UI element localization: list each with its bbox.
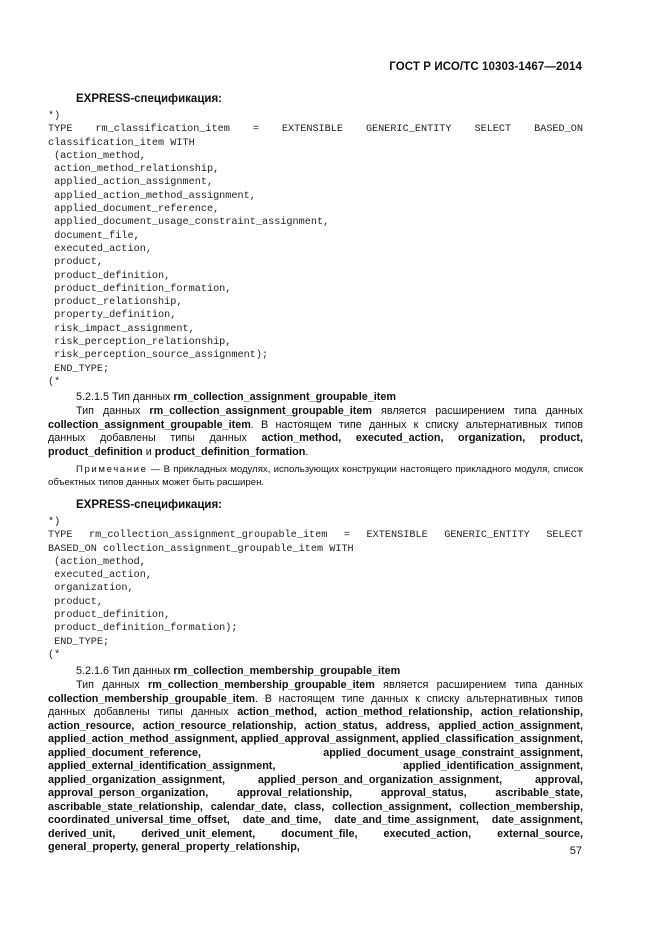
code-line: product_definition, — [48, 610, 171, 622]
code-line: risk_perception_source_assignment); — [48, 350, 269, 362]
code-line: (action_method, — [48, 556, 146, 568]
code-line: BASED_ON collection_assignment_groupable_item WITH — [48, 543, 354, 555]
code-line: organization, — [48, 583, 134, 595]
base-type-name: collection_membership_groupable_item — [48, 692, 255, 705]
code-line: applied_document_usage_constraint_assignment, — [48, 217, 330, 229]
express-code-block — [48, 110, 588, 389]
text-run: является расширением типа данных — [372, 405, 583, 417]
added-type-last: product_definition_formation — [154, 445, 306, 458]
added-types: action_method, action_method_relationship, action_relationship, action_resource, action_resource_relationship, action_status, address, applied_action_assignment, applied_action_method_assignment, applied_approval_assignment, applied_classification_assignment, applied_document_reference, applied_document_usage_constraint_assignment, applied_external_identification_assignment, applied_identification_assignment, applied_organization_assignment, applied_person_and_organization_assignment, approval, approval_person_organization, approval_relationship, approval_status, ascribable_state, ascribable_state_relationship, calendar_date, class, collection_assignment, collection_membership, coordinated_universal_time_offset, date_and_time, date_and_time_assignment, date_assignment, derived_unit, derived_unit_element, document_file, executed_action, external_source, general_property, general_property_relationship, — [48, 706, 583, 853]
code-line: product_definition_formation, — [48, 283, 232, 295]
express-code-block — [48, 516, 588, 662]
type-description-paragraph — [48, 405, 583, 459]
code-line: END_TYPE; — [48, 636, 110, 648]
code-line: product, — [48, 596, 104, 608]
text-run: и — [142, 445, 155, 458]
text-run: является расширением типа данных — [374, 679, 583, 691]
code-line: (action_method, — [48, 150, 146, 162]
base-type-name: collection_assignment_groupable_item — [48, 418, 251, 431]
text-run: . — [305, 445, 309, 458]
code-line: product_definition_formation); — [48, 623, 238, 635]
code-line: applied_document_reference, — [48, 204, 220, 216]
note-text: — В прикладных модулях, использующих конструкции настоящего прикладного модуля, список объектных типов данных может быть расширен. — [48, 464, 583, 488]
type-name: rm_collection_assignment_groupable_item — [149, 405, 373, 417]
express-spec-heading: EXPRESS-спецификация: — [76, 499, 222, 511]
document-header: ГОСТ Р ИСО/ТС 10303-1467—2014 — [389, 61, 582, 73]
code-line: executed_action, — [48, 570, 152, 582]
type-name: rm_collection_membership_groupable_item — [173, 665, 401, 677]
type-name: rm_collection_membership_groupable_item — [148, 679, 375, 691]
code-line: applied_action_method_assignment, — [48, 190, 256, 202]
text-run: Тип данных — [76, 405, 150, 417]
code-line: risk_perception_relationship, — [48, 337, 232, 349]
code-line: *) — [48, 111, 61, 122]
page-number: 57 — [569, 845, 582, 857]
section-heading-5-2-1-6 — [76, 665, 400, 677]
code-line: TYPE rm_collection_assignment_groupable_item = EXTENSIBLE GENERIC_ENTITY SELECT — [48, 530, 583, 542]
type-description-paragraph — [48, 679, 583, 855]
section-number: 5.2.1.5 Тип данных — [76, 391, 174, 403]
section-heading-5-2-1-5 — [76, 391, 396, 403]
text-run: . В настоящем типе данных к списку альтернативных типов данных добавлены типы данных — [48, 692, 583, 718]
note-label: Примечание — [76, 464, 148, 475]
note-paragraph — [48, 463, 583, 489]
code-line: document_file, — [48, 230, 140, 242]
code-line: executed_action, — [48, 243, 152, 255]
code-line: product_relationship, — [48, 297, 183, 309]
section-number: 5.2.1.6 Тип данных — [76, 665, 174, 677]
code-line: classification_item WITH — [48, 137, 195, 149]
code-line: END_TYPE; — [48, 363, 110, 375]
code-line: (* — [48, 649, 61, 661]
text-run: . В настоящем типе данных к списку альтернативных типов данных добавлены типы данных — [48, 418, 583, 444]
code-line: *) — [48, 517, 61, 528]
code-line: risk_impact_assignment, — [48, 323, 195, 335]
code-line: property_definition, — [48, 310, 177, 322]
code-line: product_definition, — [48, 270, 171, 282]
express-spec-heading: EXPRESS-спецификация: — [76, 93, 222, 105]
code-line: action_method_relationship, — [48, 164, 220, 176]
type-name: rm_collection_assignment_groupable_item — [173, 391, 397, 403]
code-line: applied_action_assignment, — [48, 177, 214, 189]
code-line: TYPE rm_classification_item = EXTENSIBLE GENERIC_ENTITY SELECT BASED_ON — [48, 124, 583, 136]
text-run: Тип данных — [76, 679, 149, 691]
code-line: (* — [48, 376, 61, 388]
added-types: action_method, executed_action, organization, product, product_definition — [48, 432, 583, 458]
code-line: product, — [48, 257, 104, 269]
